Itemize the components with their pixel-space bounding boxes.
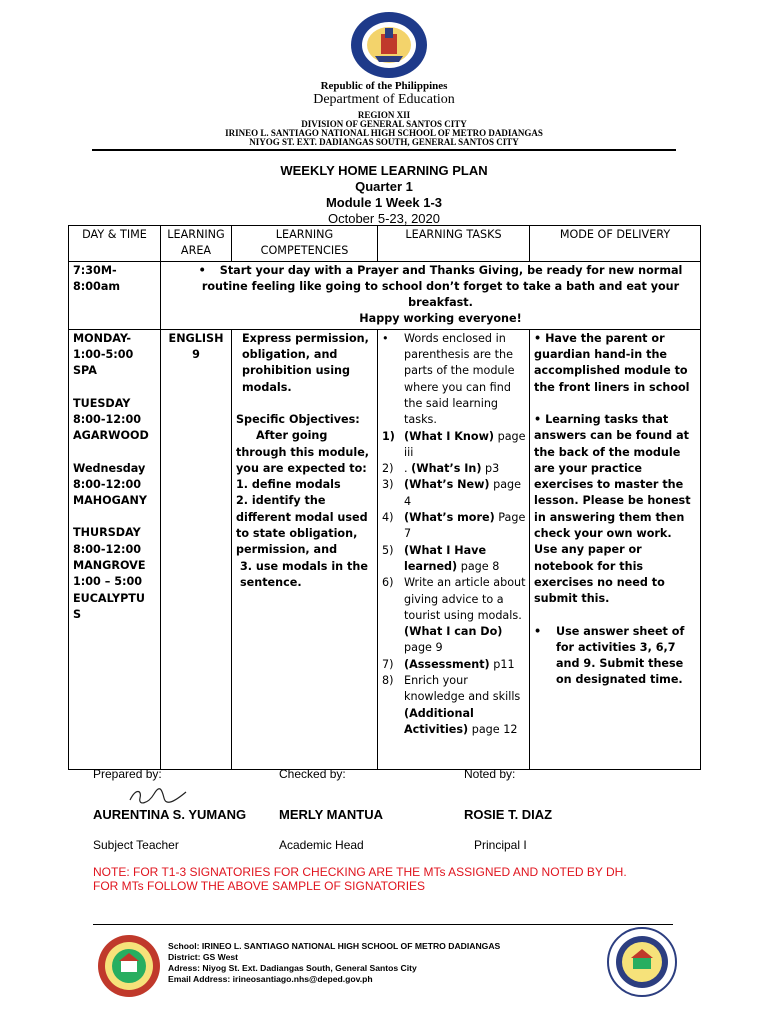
schedule-line: AGARWOOD — [73, 429, 149, 443]
schedule-line: 1:00-5:00 — [73, 348, 134, 362]
week-row — [69, 329, 701, 769]
note-line-1: NOTE: FOR T1-3 SIGNATORIES FOR CHECKING ARE THE MTs ASSIGNED AND NOTED BY DH. — [93, 865, 627, 879]
task-item: 3) (What’s New) page 4 — [382, 478, 522, 508]
noted-label: Noted by: — [464, 767, 516, 781]
region-line: REGION XII — [357, 110, 411, 120]
schedule-line — [73, 380, 156, 396]
plan-title: WEEKLY HOME LEARNING PLAN — [280, 163, 488, 178]
task-item: 8) Enrich your knowledge and skills (Additional Activities) page 12 — [382, 674, 521, 736]
delivery-point-2: • Learning tasks that answers can be found at the back of the module are your practice exercises to master the lesson. Please be honest in answering them then check your own work. Use any paper or notebook for this exercises no need to submit this. — [534, 412, 691, 606]
morning-message: Start your day with a Prayer and Thanks Giving, be ready for new normal routine feeling like going to school don’t forget to take a bath and eat your breakfast. — [201, 263, 683, 310]
schedule-line: MANGROVE — [73, 559, 146, 573]
task-item: 5) (What I Have learned) page 8 — [382, 543, 500, 573]
tasks-intro: Words enclosed in parenthesis are the parts of the module where you can find the said learning tasks. — [404, 331, 515, 427]
footer-rule — [93, 924, 673, 925]
deped-seal — [349, 10, 429, 80]
footer-school: School: IRINEO L. SANTIAGO NATIONAL HIGH SCHOOL OF METRO DADIANGAS — [168, 941, 501, 951]
col-competencies: LEARNING COMPETENCIES — [232, 226, 378, 262]
prepared-label: Prepared by: — [93, 767, 162, 781]
prepared-role: Subject Teacher — [93, 838, 179, 852]
signatory-note — [93, 865, 627, 893]
competency-intro: Express permission, obligation, and prohibition using modals. — [242, 331, 369, 394]
footer-district: District: GS West — [168, 952, 239, 962]
schedule-line: Wednesday — [73, 461, 146, 475]
schedule-line: THURSDAY — [73, 526, 141, 540]
module-label: Module 1 Week 1-3 — [325, 195, 443, 210]
schedule-line: MONDAY- — [73, 331, 131, 345]
schedule-line: 8:00-12:00 — [73, 477, 142, 491]
delivery-cell — [530, 329, 701, 769]
note-line-2: FOR MTs FOLLOW THE ABOVE SAMPLE OF SIGNATORIES — [93, 879, 426, 893]
task-item: 4) (What’s more) Page 7 — [382, 511, 526, 541]
schedule-line — [73, 445, 156, 461]
morning-bullet: • — [198, 263, 206, 277]
specific-objectives-intro: After going through this module, you are expected to: — [236, 429, 370, 475]
department-line: Department of Education — [313, 92, 455, 107]
address-line: NIYOG ST. EXT. DADIANGAS SOUTH, GENERAL SANTOS CITY — [249, 137, 519, 147]
noted-role: Principal I — [474, 838, 527, 852]
col-day-time: DAY & TIME — [69, 226, 161, 262]
schedule-cell — [69, 329, 161, 769]
task-item: 1) (What I Know) page iii — [382, 429, 526, 459]
prepared-name: AURENTINA S. YUMANG — [93, 807, 247, 822]
table-header-row — [69, 226, 701, 262]
schedule-line: S — [73, 607, 82, 621]
republic-line: Republic of the Philippines — [320, 80, 448, 92]
morning-message-cell — [161, 261, 701, 329]
schedule-line: 8:00-12:00 — [73, 542, 142, 556]
objective-3: 3. use modals in the sentence. — [240, 559, 368, 589]
learning-plan-table — [68, 225, 701, 770]
checked-name: MERLY MANTUA — [279, 807, 384, 822]
delivery-point-1: • Have the parent or guardian hand-in the accomplished module to the front liners in school — [534, 331, 690, 394]
schedule-line: SPA — [73, 364, 97, 378]
learning-area-cell: ENGLISH 9 — [161, 329, 232, 769]
checked-role: Academic Head — [279, 838, 364, 852]
schedule-line: MAHOGANY — [73, 494, 147, 508]
header-rule — [92, 149, 676, 151]
col-tasks: LEARNING TASKS — [378, 226, 530, 262]
task-item: 2) . (What’s In) p3 — [382, 462, 500, 476]
col-delivery: MODE OF DELIVERY — [530, 226, 701, 262]
morning-time: 7:30M-8:00am — [69, 261, 161, 329]
col-learning-area: LEARNING AREA — [161, 226, 232, 262]
competencies-cell — [232, 329, 378, 769]
schedule-line: 1:00 – 5:00 — [73, 575, 143, 589]
task-item: 7) (Assessment) p11 — [382, 657, 515, 671]
task-item: 6) Write an article about giving advice to a tourist using modals. (What I can Do) page 9 — [382, 576, 526, 655]
morning-row — [69, 261, 701, 329]
schedule-line: 8:00-12:00 — [73, 412, 142, 426]
quarter-label: Quarter 1 — [355, 179, 413, 194]
schedule-line: EUCALYPTU — [73, 591, 145, 605]
school-line: IRINEO L. SANTIAGO NATIONAL HIGH SCHOOL OF METRO DADIANGAS — [225, 128, 543, 138]
schedule-line: TUESDAY — [73, 396, 131, 410]
objective-1: 1. define modals — [236, 478, 341, 492]
footer-address: Adress: Niyog St. Ext. Dadiangas South, General Santos City — [168, 963, 417, 973]
specific-objectives-label: Specific Objectives: — [236, 412, 360, 426]
school-logo — [97, 934, 161, 1003]
schedule-line — [73, 509, 156, 525]
division-line: DIVISION OF GENERAL SANTOS CITY — [301, 119, 467, 129]
footer-info — [168, 941, 500, 985]
noted-name: ROSIE T. DIAZ — [464, 807, 553, 822]
tasks-cell — [378, 329, 530, 769]
tasks-intro-item — [382, 331, 527, 429]
delivery-point-3: • Use answer sheet of for activities 3, 6,7 and 9. Submit these on designated time. — [534, 624, 685, 687]
checked-label: Checked by: — [279, 767, 346, 781]
date-range: October 5-23, 2020 — [327, 211, 441, 226]
bullet: • — [382, 331, 389, 345]
division-logo — [607, 927, 677, 1002]
morning-message-2: Happy working everyone! — [359, 312, 522, 326]
footer-email: Email Address: irineosantiago.nhs@deped.gov.ph — [168, 974, 373, 984]
objective-2: 2. identify the different modal used to state obligation, permission, and — [236, 494, 368, 557]
